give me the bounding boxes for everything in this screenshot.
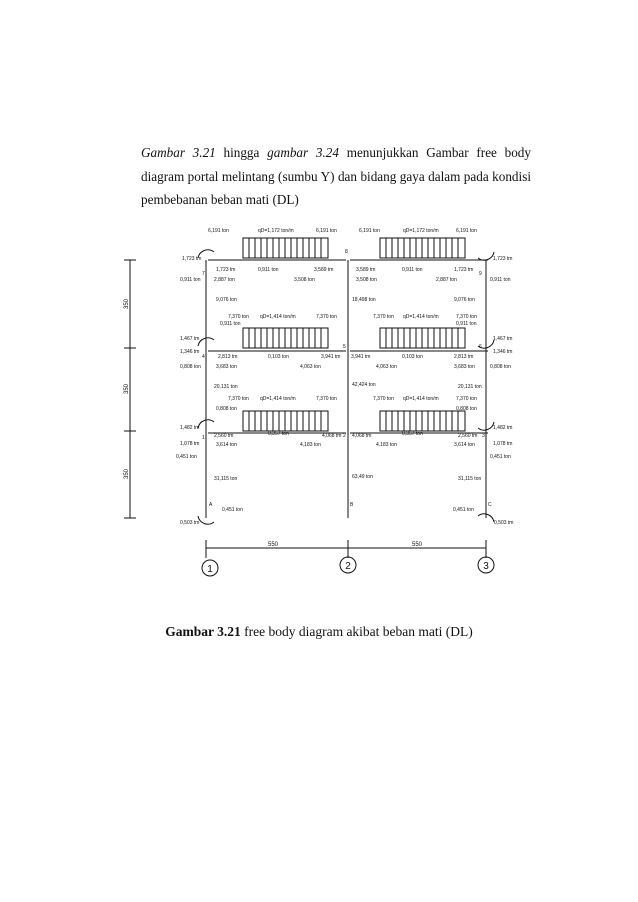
distributed-load-label: qD=1,414 ton/m bbox=[403, 314, 439, 320]
moment-label: 1,723 tm bbox=[182, 256, 202, 262]
span-dimension-label: 550 bbox=[411, 542, 423, 548]
joint-label: 4 bbox=[202, 354, 205, 360]
floor2-load-left-arrows bbox=[249, 328, 321, 348]
roof-load-right-arrows bbox=[386, 238, 458, 258]
force-label: 2,887 ton bbox=[436, 277, 457, 283]
joint-label: 2 bbox=[343, 433, 346, 439]
paragraph-text: hingga bbox=[215, 145, 268, 160]
force-label: 0,103 ton bbox=[402, 354, 423, 360]
roof-load-left-arrows bbox=[249, 238, 321, 258]
moment-label: 3,941 tm bbox=[321, 354, 341, 360]
moment-label: 2,560 tm bbox=[214, 433, 234, 439]
force-label: 0,911 ton bbox=[258, 267, 279, 273]
axial-force-label: 31,115 ton bbox=[214, 476, 238, 482]
moment-label: 3,589 tm bbox=[314, 267, 334, 273]
axial-force-label: 42,424 ton bbox=[352, 382, 376, 388]
force-label: 7,370 ton bbox=[373, 314, 394, 320]
figure-reference-start: Gambar 3.21 bbox=[141, 145, 216, 160]
force-label: 4,183 ton bbox=[376, 442, 397, 448]
moment-arc bbox=[478, 252, 494, 260]
distributed-load-label: qD=1,414 ton/m bbox=[260, 396, 296, 402]
joint-label: 7 bbox=[202, 271, 205, 277]
base-label-c: C bbox=[488, 502, 492, 508]
force-label: 7,370 ton bbox=[316, 314, 337, 320]
moment-label: 4,068 tm bbox=[352, 433, 372, 439]
grid-label-3: 3 bbox=[483, 561, 489, 572]
force-label: 7,370 ton bbox=[316, 396, 337, 402]
moment-label: 1,482 tm bbox=[180, 425, 200, 431]
force-label: 0,357 ton bbox=[268, 431, 289, 437]
free-body-diagram bbox=[118, 218, 538, 590]
moment-label: 1,078 tm bbox=[493, 441, 513, 447]
force-label: 3,683 ton bbox=[216, 364, 237, 370]
moment-label: 1,723 tm bbox=[454, 267, 474, 273]
force-label: 0,808 ton bbox=[490, 364, 511, 370]
grid-label-1: 1 bbox=[207, 564, 213, 575]
force-label: 7,370 ton bbox=[373, 396, 394, 402]
grid-label-2: 2 bbox=[345, 561, 351, 572]
moment-label: 1,482 tm bbox=[493, 425, 513, 431]
caption-label: Gambar 3.21 bbox=[165, 624, 241, 639]
span-dimension-label: 550 bbox=[267, 542, 279, 548]
force-label: 7,370 ton bbox=[456, 396, 477, 402]
force-label: 0,911 ton bbox=[180, 277, 201, 283]
axial-force-label: 20,131 ton bbox=[214, 384, 238, 390]
force-label: 3,614 ton bbox=[216, 442, 237, 448]
force-label: 0,451 ton bbox=[453, 507, 474, 513]
force-label: 0,911 ton bbox=[490, 277, 511, 283]
floor2-load-right-arrows bbox=[386, 328, 458, 348]
distributed-load-label: qD=1,414 ton/m bbox=[403, 396, 439, 402]
joint-label: 6 bbox=[479, 344, 482, 350]
force-label: 6,191 ton bbox=[456, 228, 477, 234]
force-label: 7,370 ton bbox=[228, 314, 249, 320]
force-label: 4,063 ton bbox=[300, 364, 321, 370]
moment-label: 1,467 tm bbox=[180, 336, 200, 342]
distributed-load-label: qD=1,172 ton/m bbox=[403, 228, 439, 234]
moment-label: 1,723 tm bbox=[216, 267, 236, 273]
joint-label: 3 bbox=[482, 433, 485, 439]
moment-label: 2,813 tm bbox=[218, 354, 238, 360]
figure-caption bbox=[0, 624, 638, 640]
base-label-b: B bbox=[350, 502, 354, 508]
axial-force-label: 9,076 ton bbox=[454, 297, 475, 303]
moment-label: 0,503 tm bbox=[494, 520, 514, 526]
axial-force-label: 18,498 ton bbox=[352, 297, 376, 303]
moment-label: 0,503 tm bbox=[180, 520, 200, 526]
joint-label: 5 bbox=[343, 344, 346, 350]
force-label: 0,451 ton bbox=[490, 454, 511, 460]
force-label: 0,451 ton bbox=[176, 454, 197, 460]
floor1-load-left-arrows bbox=[249, 411, 321, 431]
joint-label: 8 bbox=[345, 249, 348, 255]
paragraph-text: menunjukkan Gambar free body diagram portal melintang (sumbu Y) dan bidang gaya dalam pada kondisi pembebanan beban mati (DL) bbox=[141, 145, 531, 207]
moment-label: 1,723 tm bbox=[493, 256, 513, 262]
force-label: 3,614 ton bbox=[454, 442, 475, 448]
moment-label: 4,068 tm bbox=[322, 433, 342, 439]
force-label: 0,103 ton bbox=[268, 354, 289, 360]
force-label: 0,451 ton bbox=[222, 507, 243, 513]
force-label: 0,808 ton bbox=[456, 406, 477, 412]
storey-dimension-label: 350 bbox=[124, 468, 130, 480]
force-label: 6,191 ton bbox=[316, 228, 337, 234]
force-label: 0,357 ton bbox=[402, 431, 423, 437]
force-label: 0,911 ton bbox=[220, 321, 241, 327]
axial-force-label: 63,49 ton bbox=[352, 474, 373, 480]
axial-force-label: 20,131 ton bbox=[458, 384, 482, 390]
distributed-load-label: qD=1,414 ton/m bbox=[260, 314, 296, 320]
force-label: 6,191 ton bbox=[359, 228, 380, 234]
force-label: 2,887 ton bbox=[214, 277, 235, 283]
distributed-load-label: qD=1,172 ton/m bbox=[258, 228, 294, 234]
force-label: 0,808 ton bbox=[180, 364, 201, 370]
force-label: 0,911 ton bbox=[402, 267, 423, 273]
force-label: 0,911 ton bbox=[456, 321, 477, 327]
joint-label: 9 bbox=[479, 271, 482, 277]
base-label-a: A bbox=[209, 502, 213, 508]
force-label: 3,508 ton bbox=[356, 277, 377, 283]
force-label: 0,808 ton bbox=[216, 406, 237, 412]
body-paragraph bbox=[141, 141, 531, 212]
axial-force-label: 31,115 ton bbox=[458, 476, 482, 482]
caption-text: free body diagram akibat beban mati (DL) bbox=[240, 624, 473, 639]
force-label: 3,508 ton bbox=[294, 277, 315, 283]
force-label: 7,370 ton bbox=[456, 314, 477, 320]
moment-label: 1,467 tm bbox=[493, 336, 513, 342]
moment-label: 1,346 tm bbox=[180, 349, 200, 355]
storey-dimension-label: 350 bbox=[124, 383, 130, 395]
moment-label: 2,560 tm bbox=[458, 433, 478, 439]
force-label: 3,683 ton bbox=[454, 364, 475, 370]
axial-force-label: 9,076 ton bbox=[216, 297, 237, 303]
moment-label: 3,941 tm bbox=[351, 354, 371, 360]
joint-label: 1 bbox=[202, 435, 205, 441]
moment-label: 2,813 tm bbox=[454, 354, 474, 360]
moment-label: 3,589 tm bbox=[356, 267, 376, 273]
force-label: 7,370 ton bbox=[228, 396, 249, 402]
figure-reference-end: gambar 3.24 bbox=[267, 145, 339, 160]
roof-dimension-text: 6,191 ton bbox=[208, 228, 229, 234]
moment-label: 1,078 tm bbox=[180, 441, 200, 447]
storey-dimension-label: 350 bbox=[124, 298, 130, 310]
force-label: 4,183 ton bbox=[300, 442, 321, 448]
floor1-load-right-arrows bbox=[386, 411, 458, 431]
force-label: 4,063 ton bbox=[376, 364, 397, 370]
moment-label: 1,346 tm bbox=[493, 349, 513, 355]
